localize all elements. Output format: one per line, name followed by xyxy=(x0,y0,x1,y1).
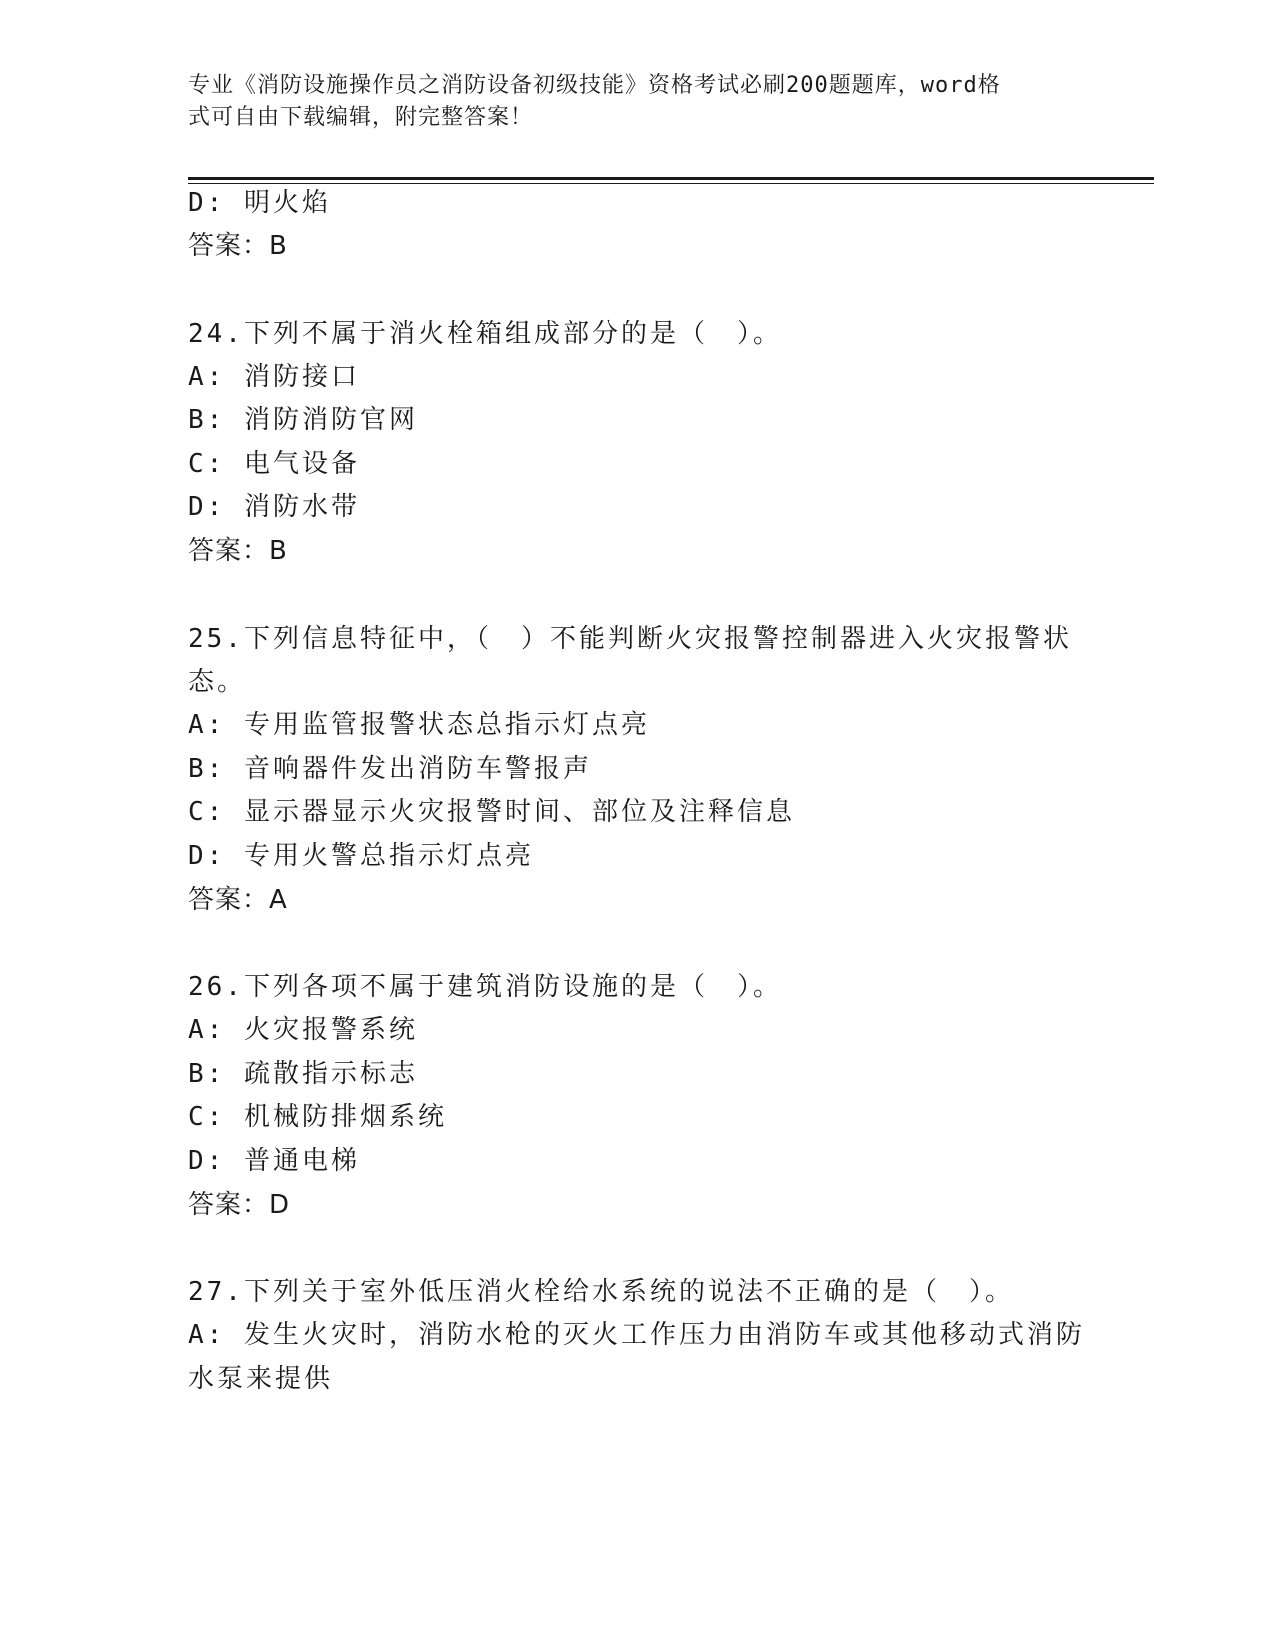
q27-option-a-line-2: 水泵来提供 xyxy=(188,1364,334,1394)
q24-option-b: B: 消防消防官网 xyxy=(188,405,418,435)
q26-answer: 答案：D xyxy=(188,1190,291,1220)
q24-stem: 24.下列不属于消火栓箱组成部分的是（ ）。 xyxy=(188,319,782,349)
q27-stem: 27.下列关于室外低压消火栓给水系统的说法不正确的是（ ）。 xyxy=(188,1277,1014,1307)
q27-option-a-line-1: A: 发生火灾时，消防水枪的灭火工作压力由消防车或其他移动式消防 xyxy=(188,1320,1085,1350)
q26-option-a: A: 火灾报警系统 xyxy=(188,1015,418,1045)
q25-stem-line-1: 25.下列信息特征中，（ ）不能判断火灾报警控制器进入火灾报警状 xyxy=(188,624,1072,654)
q25-stem-line-2: 态。 xyxy=(188,667,247,697)
q25-option-c: C: 显示器显示火灾报警时间、部位及注释信息 xyxy=(188,797,795,827)
header-line-2: 式可自由下载编辑，附完整答案！ xyxy=(188,105,534,130)
q25-option-a: A: 专用监管报警状态总指示灯点亮 xyxy=(188,710,650,740)
q26-option-d: D: 普通电梯 xyxy=(188,1146,360,1176)
document-header xyxy=(188,70,1068,134)
q25-option-b: B: 音响器件发出消防车警报声 xyxy=(188,754,592,784)
prev-answer: 答案：B xyxy=(188,231,288,261)
header-divider-thick xyxy=(188,177,1154,180)
q26-option-c: C: 机械防排烟系统 xyxy=(188,1102,447,1132)
header-line-1: 专业《消防设施操作员之消防设备初级技能》资格考试必刷200题题库，word格 xyxy=(188,73,1001,98)
q24-answer: 答案：B xyxy=(188,536,288,566)
q24-option-a: A: 消防接口 xyxy=(188,362,360,392)
q25-option-d: D: 专用火警总指示灯点亮 xyxy=(188,841,534,871)
q25-answer: 答案：A xyxy=(188,885,288,915)
q26-option-b: B: 疏散指示标志 xyxy=(188,1059,418,1089)
q26-stem: 26.下列各项不属于建筑消防设施的是（ ）。 xyxy=(188,972,782,1002)
prev-option-d: D: 明火焰 xyxy=(188,188,331,218)
q24-option-d: D: 消防水带 xyxy=(188,492,360,522)
q24-option-c: C: 电气设备 xyxy=(188,449,360,479)
header-divider-thin xyxy=(188,183,1154,184)
